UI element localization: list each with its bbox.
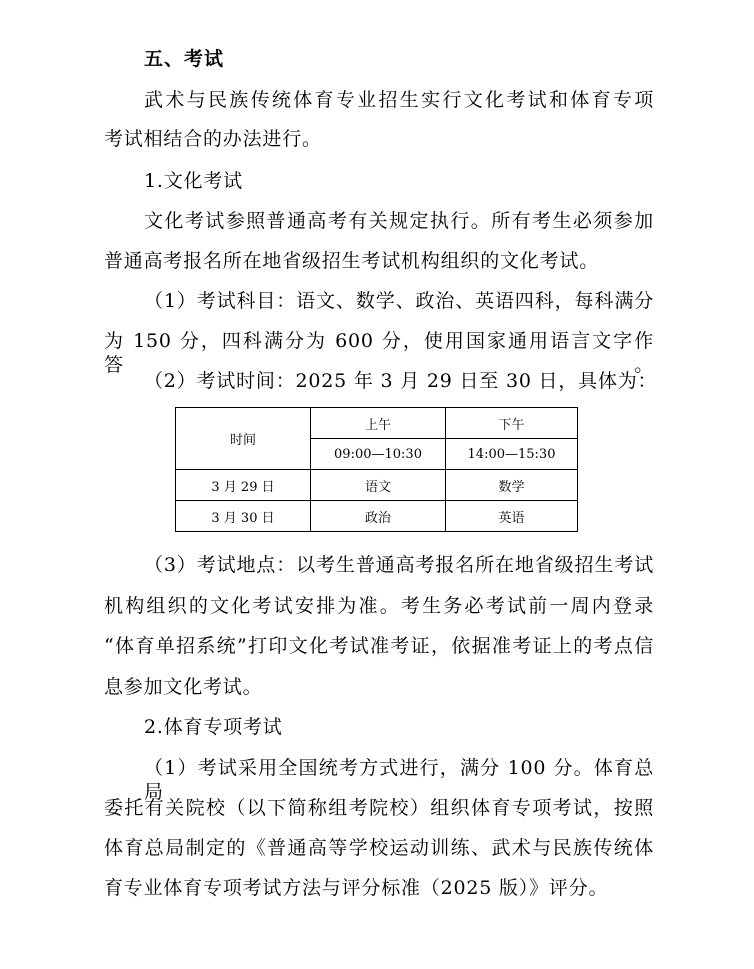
am-subject-cell: 语文: [311, 470, 446, 501]
header-time-cell: 时间: [176, 408, 311, 470]
subjects-line-2: 为 150 分，四科满分为 600 分，使用国家通用语言文字作答。: [104, 330, 654, 376]
sports-exam-heading: 2.体育专项考试: [144, 716, 283, 738]
header-pm-cell: 下午: [446, 408, 578, 439]
am-subject-cell: 政治: [311, 501, 446, 532]
exam-time-intro: （2）考试时间：2025 年 3 月 29 日至 30 日，具体为：: [144, 370, 658, 392]
location-line-2: 机构组织的文化考试安排为准。考生务必考试前一周内登录: [104, 595, 654, 617]
header-am-cell: 上午: [311, 408, 446, 439]
am-hours-cell: 09:00—10:30: [311, 439, 446, 470]
section-title: 五、考试: [144, 48, 225, 70]
pm-hours-cell: 14:00—15:30: [446, 439, 578, 470]
culture-para-line-1: 文化考试参照普通高考有关规定执行。所有考生必须参加: [144, 210, 654, 232]
location-line-3: “体育单招系统”打印文化考试准考证，依据准考证上的考点信: [104, 635, 654, 657]
date-cell: 3 月 29 日: [176, 470, 311, 501]
table-row: [176, 470, 578, 501]
location-line-1: （3）考试地点：以考生普通高考报名所在地省级招生考试: [144, 554, 654, 576]
sports-para-line-1: （1）考试采用全国统考方式进行，满分 100 分。体育总局: [144, 757, 654, 803]
date-cell: 3 月 30 日: [176, 501, 311, 532]
exam-schedule-table: [175, 407, 578, 532]
intro-line-2: 考试相结合的办法进行。: [104, 128, 322, 150]
table-row: [176, 501, 578, 532]
pm-subject-cell: 数学: [446, 470, 578, 501]
intro-line-1: 武术与民族传统体育专业招生实行文化考试和体育专项: [144, 89, 654, 111]
sports-para-line-2: 委托有关院校（以下简称组考院校）组织体育专项考试，按照: [104, 797, 654, 819]
subjects-line-1: （1）考试科目：语文、数学、政治、英语四科，每科满分: [144, 290, 654, 312]
culture-para-line-2: 普通高考报名所在地省级招生考试机构组织的文化考试。: [104, 250, 600, 272]
pm-subject-cell: 英语: [446, 501, 578, 532]
culture-exam-heading: 1.文化考试: [144, 170, 243, 192]
location-line-4: 息参加文化考试。: [104, 676, 263, 698]
sports-para-line-3: 体育总局制定的《普通高等学校运动训练、武术与民族传统体: [104, 837, 654, 859]
sports-para-line-4: 育专业体育专项考试方法与评分标准（2025 版）》评分。: [104, 877, 609, 899]
